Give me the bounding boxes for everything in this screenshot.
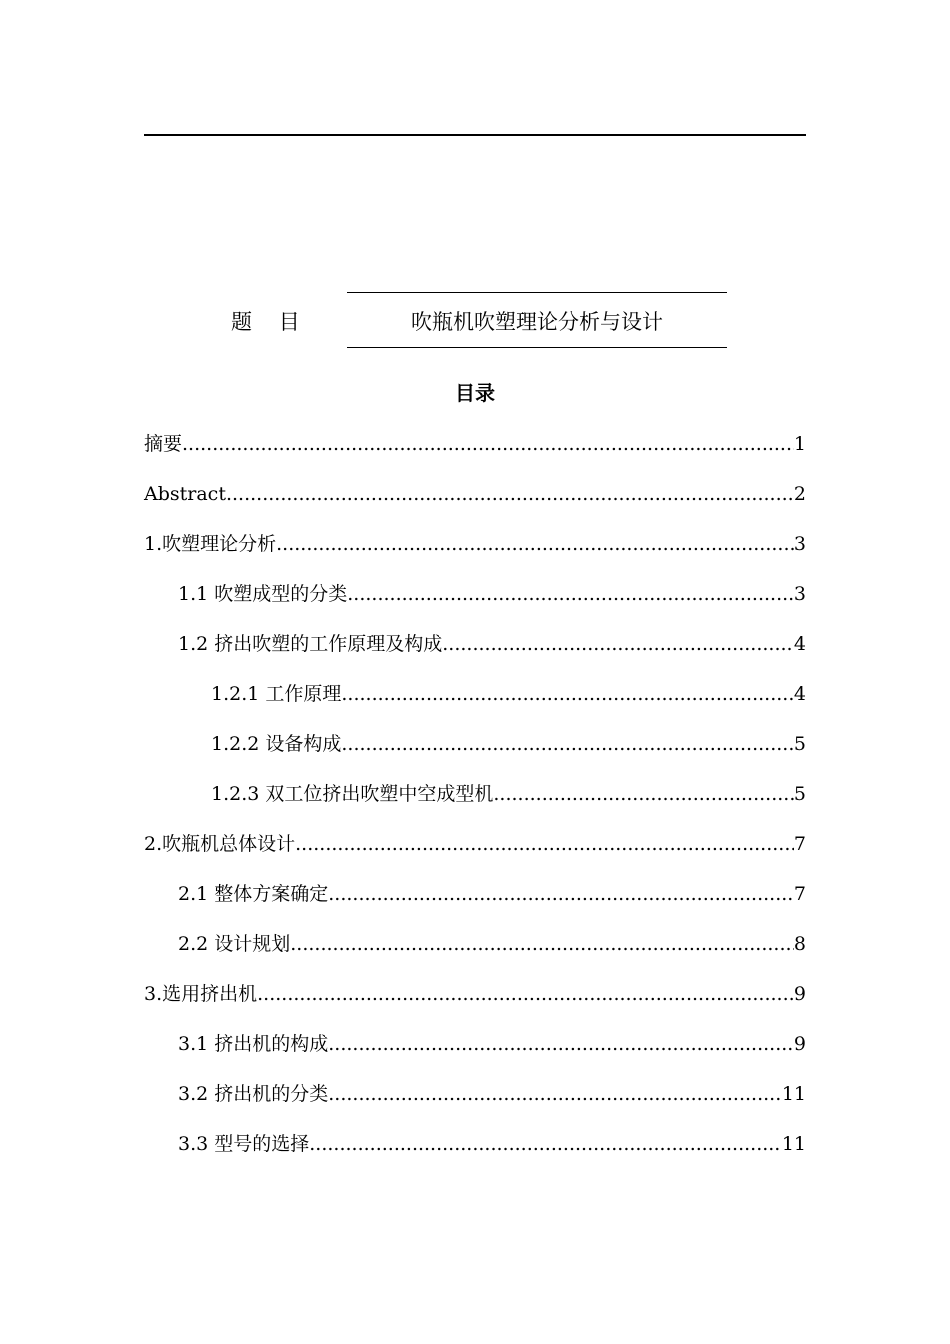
- toc-dot-leader: [295, 828, 794, 860]
- toc-dot-leader: [276, 528, 794, 560]
- toc-dot-leader: [493, 778, 794, 810]
- toc-entry[interactable]: [144, 778, 806, 828]
- toc-entry[interactable]: [144, 578, 806, 628]
- toc-entry[interactable]: [144, 1078, 806, 1128]
- toc-page-number: 7: [793, 883, 806, 905]
- toc-entry-title: 摘要: [144, 433, 183, 455]
- toc-dot-leader: [309, 1128, 782, 1160]
- table-of-contents: [144, 428, 806, 1178]
- toc-page-number: 5: [793, 783, 806, 805]
- thesis-title: 吹瓶机吹塑理论分析与设计: [347, 292, 727, 348]
- toc-entry-title: 3.1 挤出机的构成: [178, 1033, 329, 1055]
- title-label: 题 目: [231, 310, 300, 334]
- toc-entry-title: 1.2 挤出吹塑的工作原理及构成: [178, 633, 443, 655]
- toc-entry-title: 1.2.1 工作原理: [211, 683, 342, 705]
- toc-dot-leader: [347, 578, 794, 610]
- toc-page-number: 8: [793, 933, 806, 955]
- toc-page-number: 4: [793, 633, 806, 655]
- toc-dot-leader: [442, 628, 794, 660]
- toc-dot-leader: [182, 428, 794, 460]
- toc-dot-leader: [290, 928, 794, 960]
- toc-page-number: 7: [793, 833, 806, 855]
- toc-entry[interactable]: [144, 478, 806, 528]
- toc-dot-leader: [226, 478, 794, 510]
- thesis-title-block: [0, 292, 950, 350]
- toc-entry[interactable]: [144, 528, 806, 578]
- toc-page-number: 2: [793, 483, 806, 505]
- toc-dot-leader: [341, 728, 794, 760]
- toc-dot-leader: [257, 978, 794, 1010]
- toc-page-number: 4: [793, 683, 806, 705]
- toc-page-number: 5: [793, 733, 806, 755]
- toc-page-number: 11: [781, 1083, 806, 1105]
- header-rule: [144, 134, 806, 136]
- toc-entry[interactable]: [144, 728, 806, 778]
- toc-page-number: 9: [793, 983, 806, 1005]
- toc-entry-title: 1.吹塑理论分析: [144, 533, 277, 555]
- toc-page-number: 1: [793, 433, 806, 455]
- toc-entry[interactable]: [144, 428, 806, 478]
- toc-entry[interactable]: [144, 978, 806, 1028]
- toc-entry-title: Abstract: [144, 483, 226, 505]
- toc-entry[interactable]: [144, 828, 806, 878]
- toc-page-number: 3: [793, 533, 806, 555]
- toc-entry-title: 3.选用挤出机: [144, 983, 258, 1005]
- toc-entry[interactable]: [144, 628, 806, 678]
- toc-entry-title: 1.1 吹塑成型的分类: [178, 583, 348, 605]
- toc-page-number: 9: [793, 1033, 806, 1055]
- toc-dot-leader: [328, 1078, 782, 1110]
- toc-entry[interactable]: [144, 928, 806, 978]
- toc-dot-leader: [341, 678, 794, 710]
- toc-page-number: 3: [793, 583, 806, 605]
- toc-entry-title: 3.3 型号的选择: [178, 1133, 310, 1155]
- toc-entry[interactable]: [144, 878, 806, 928]
- toc-dot-leader: [328, 878, 794, 910]
- toc-entry-title: 1.2.3 双工位挤出吹塑中空成型机: [211, 783, 494, 805]
- toc-entry-title: 2.2 设计规划: [178, 933, 291, 955]
- toc-heading: 目录: [455, 381, 495, 405]
- toc-entry-title: 2.吹瓶机总体设计: [144, 833, 296, 855]
- toc-entry[interactable]: [144, 678, 806, 728]
- toc-entry[interactable]: [144, 1128, 806, 1178]
- toc-entry[interactable]: [144, 1028, 806, 1078]
- toc-entry-title: 3.2 挤出机的分类: [178, 1083, 329, 1105]
- toc-entry-title: 1.2.2 设备构成: [211, 733, 342, 755]
- toc-page-number: 11: [781, 1133, 806, 1155]
- toc-dot-leader: [328, 1028, 794, 1060]
- toc-entry-title: 2.1 整体方案确定: [178, 883, 329, 905]
